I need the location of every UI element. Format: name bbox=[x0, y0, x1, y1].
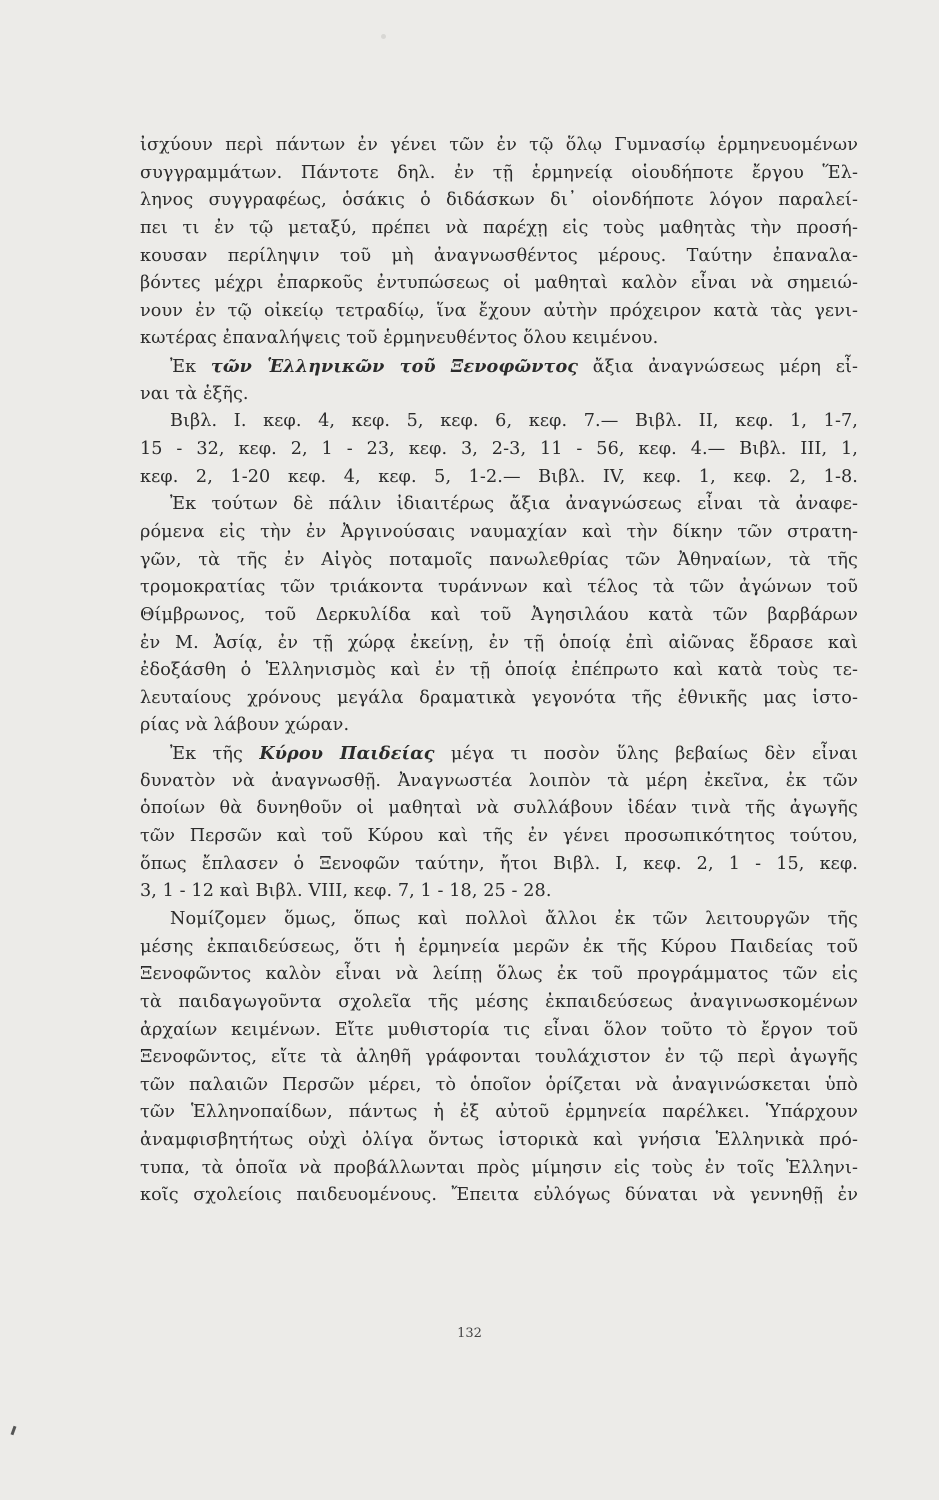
text-run: ἄξια ἀναγνώσεως μέρη εἶ- bbox=[578, 357, 858, 378]
text-line: ληνος συγγραφέως, ὁσάκις ὁ διδάσκων δι᾽ οἱονδήποτε λόγον παραλεί- bbox=[140, 190, 858, 211]
text-line: συγγραμμάτων. Πάντοτε δηλ. ἐν τῇ ἑρμηνείᾳ οἱουδήποτε ἔργου Ἕλ- bbox=[140, 162, 858, 183]
text-line bbox=[140, 353, 858, 381]
text-line: Ξενοφῶντος, εἴτε τὰ ἀληθῆ γράφονται τουλάχιστον ἐν τῷ περὶ ἀγωγῆς bbox=[140, 1047, 858, 1068]
text-line bbox=[140, 740, 858, 768]
text-line: πει τι ἐν τῷ μεταξύ, πρέπει νὰ παρέχῃ εἰς τοὺς μαθητὰς τὴν προσή- bbox=[140, 217, 858, 238]
text-line: τῶν Περσῶν καὶ τοῦ Κύρου καὶ τῆς ἐν γένει προσωπικότητος τούτου, bbox=[140, 826, 858, 847]
text-line: ἀρχαίων κειμένων. Εἴτε μυθιστορία τις εἶναι ὅλον τοῦτο τὸ ἔργον τοῦ bbox=[140, 1019, 858, 1040]
text-run: Ἐκ τῆς bbox=[170, 744, 260, 765]
text-line: ρόμενα εἰς τὴν ἐν Ἀργινούσαις ναυμαχίαν καὶ τὴν δίκην τῶν στρατη- bbox=[140, 521, 858, 542]
text-line: ἐν Μ. Ἀσίᾳ, ἐν τῇ χώρᾳ ἐκείνῃ, ἐν τῇ ὁποίᾳ ἐπὶ αἰῶνας ἔδρασε καὶ bbox=[140, 632, 858, 653]
margin-mark bbox=[11, 1426, 17, 1435]
text-line: ναι τὰ ἑξῆς. bbox=[140, 383, 249, 404]
text-line: τρομοκρατίας τῶν τριάκοντα τυράννων καὶ τέλος τὰ τῶν ἀγώνων τοῦ bbox=[140, 577, 858, 598]
text-line: ἐδοξάσθη ὁ Ἑλληνισμὸς καὶ ἐν τῇ ὁποίᾳ ἐπέπρωτο καὶ κατὰ τοὺς τε- bbox=[140, 660, 858, 681]
text-line: δυνατὸν νὰ ἀναγνωσθῇ. Ἀναγνωστέα λοιπὸν τὰ μέρη ἐκεῖνα, ἐκ τῶν bbox=[140, 770, 858, 791]
text-line: μέσης ἐκπαιδεύσεως, ὅτι ἡ ἑρμηνεία μερῶν ἐκ τῆς Κύρου Παιδείας τοῦ bbox=[140, 936, 858, 957]
text-line: ἰσχύουν περὶ πάντων ἐν γένει τῶν ἐν τῷ ὅλῳ Γυμνασίῳ ἑρμηνευομένων bbox=[140, 135, 858, 155]
text-line: τὰ παιδαγωγοῦντα σχολεῖα τῆς μέσης ἐκπαιδεύσεως ἀναγινωσκομένων bbox=[140, 991, 858, 1012]
text-line: ἀναμφισβητήτως οὐχὶ ὀλίγα ὄντως ἱστορικὰ καὶ γνήσια Ἑλληνικὰ πρό- bbox=[140, 1130, 858, 1151]
text-line: βόντες μέχρι ἐπαρκοῦς ἐντυπώσεως οἱ μαθηταὶ καλὸν εἶναι νὰ σημειώ- bbox=[140, 273, 858, 294]
text-line: ρίας νὰ λάβουν χώραν. bbox=[140, 715, 350, 736]
text-line: γῶν, τὰ τῆς ἐν Αἰγὸς ποταμοῖς πανωλεθρίας τῶν Ἀθηναίων, τὰ τῆς bbox=[140, 549, 858, 570]
text-line: Νομίζομεν ὅμως, ὅπως καὶ πολλοὶ ἄλλοι ἐκ τῶν λειτουργῶν τῆς bbox=[170, 908, 858, 929]
text-run: μέγα τι ποσὸν ὕλης βεβαίως δὲν εἶναι bbox=[434, 744, 858, 765]
work-title-cyropaedia: Κύρου Παιδείας bbox=[259, 743, 435, 765]
text-line: ὅπως ἔπλασεν ὁ Ξενοφῶν ταύτην, ἤτοι Βιβλ. Ι, κεφ. 2, 1 - 15, κεφ. bbox=[140, 853, 858, 874]
page-number: 132 bbox=[457, 1326, 482, 1341]
text-line: Θίμβρωνος, τοῦ Δερκυλίδα καὶ τοῦ Ἀγησιλάου κατὰ τῶν βαρβάρων bbox=[140, 604, 858, 625]
text-line: Ἐκ τούτων δὲ πάλιν ἰδιαιτέρως ἄξια ἀναγνώσεως εἶναι τὰ ἀναφε- bbox=[170, 494, 858, 515]
text-line: τῶν Ἑλληνοπαίδων, πάντως ἡ ἐξ αὐτοῦ ἑρμηνεία παρέλκει. Ὑπάρχουν bbox=[140, 1102, 858, 1123]
work-title-hellenica: τῶν Ἑλληνικῶν τοῦ Ξενοφῶντος bbox=[210, 356, 579, 378]
text-line: λευταίους χρόνους μεγάλα δραματικὰ γεγονότα τῆς ἐθνικῆς μας ἱστο- bbox=[140, 687, 858, 708]
text-line: ὁποίων θὰ δυνηθοῦν οἱ μαθηταὶ νὰ συλλάβουν ἰδέαν τινὰ τῆς ἀγωγῆς bbox=[140, 798, 858, 819]
text-run: Ἐκ bbox=[170, 357, 211, 378]
text-line: τῶν παλαιῶν Περσῶν μέρει, τὸ ὁποῖον ὁρίζεται νὰ ἀναγινώσκεται ὑπὸ bbox=[140, 1074, 858, 1095]
text-line: κοῖς σχολείοις παιδευομένους. Ἔπειτα εὐλόγως δύναται νὰ γεννηθῇ ἐν bbox=[140, 1185, 858, 1206]
print-speck bbox=[381, 34, 386, 39]
reference-line: κεφ. 2, 1-20 κεφ. 4, κεφ. 5, 1-2.— Βιβλ. IV, κεφ. 1, κεφ. 2, 1-8. bbox=[140, 466, 858, 487]
text-line: Ξενοφῶντος καλὸν εἶναι νὰ λείπῃ ὅλως ἐκ τοῦ προγράμματος τῶν εἰς bbox=[140, 964, 858, 985]
text-line: τυπα, τὰ ὁποῖα νὰ προβάλλωνται πρὸς μίμησιν εἰς τοὺς ἐν τοῖς Ἑλληνι- bbox=[140, 1157, 858, 1178]
text-line: 3, 1 - 12 καὶ Βιβλ. VIII, κεφ. 7, 1 - 18, 25 - 28. bbox=[140, 881, 552, 902]
text-line: νουν ἐν τῷ οἰκείῳ τετραδίῳ, ἵνα ἔχουν αὐτὴν πρόχειρον κατὰ τὰς γενι- bbox=[140, 300, 858, 321]
text-line: κουσαν περίληψιν τοῦ μὴ ἀναγνωσθέντος μέρους. Ταύτην ἐπαναλα- bbox=[140, 245, 858, 266]
reference-line: 15 - 32, κεφ. 2, 1 - 23, κεφ. 3, 2-3, 11 - 56, κεφ. 4.— Βιβλ. ΙΙΙ, 1, bbox=[140, 439, 858, 460]
text-line: κωτέρας ἐπαναλήψεις τοῦ ἑρμηνευθέντος ὅλου κειμένου. bbox=[140, 328, 659, 349]
body-text bbox=[140, 132, 858, 1210]
reference-line: Βιβλ. Ι. κεφ. 4, κεφ. 5, κεφ. 6, κεφ. 7.— Βιβλ. ΙΙ, κεφ. 1, 1-7, bbox=[170, 411, 858, 432]
